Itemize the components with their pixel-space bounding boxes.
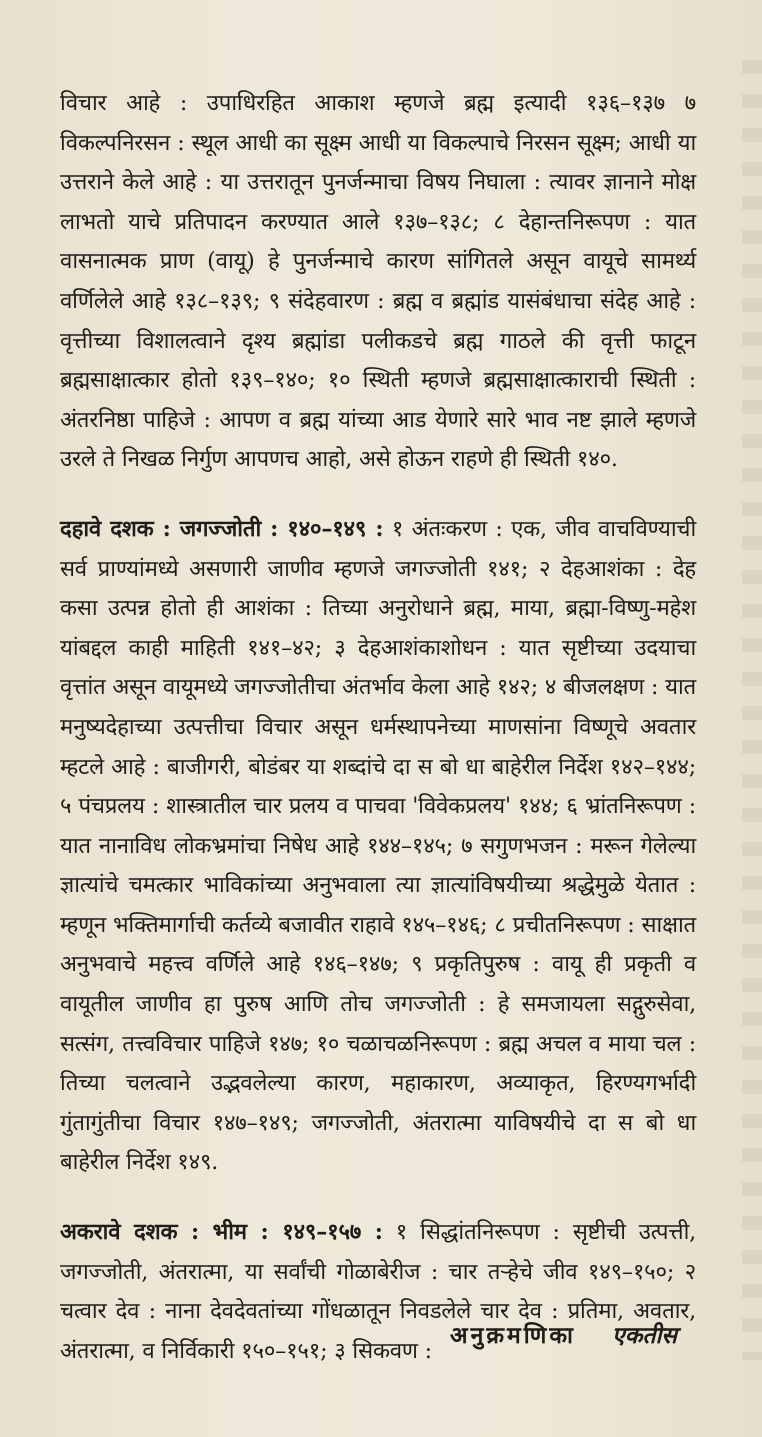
paragraph-text: विचार आहे : उपाधिरहित आकाश म्हणजे ब्रह्म इत्यादी १३६–१३७ ७ विकल्पनिरसन : स्थूल आधी का सूक्ष्म आधी या विकल्पाचे निरसन सूक्ष्म; आधी या उत्तराने केले आहे : या उत्तरातून पुनर्जन्माचा विषय निघाला : त्यावर ज्ञानाने मोक्ष लाभतो याचे प्रतिपादन करण्यात आले १३७–१३८; ८ देहान्तनिरूपण : यात वासनात्मक प्राण (वायू) हे पुनर्जन्माचे कारण सांगितले असून वायूचे सामर्थ्य वर्णिलेले आहे १३८–१३९; ९ संदेहवारण : ब्रह्म व ब्रह्मांड यासंबंधाचा संदेह आहे : वृत्तीच्या विशालत्वाने दृश्य ब्रह्मांडा पलीकडचे ब्रह्म गाठले की वृत्ती फाटून ब्रह्मसाक्षात्कार होतो १३९–१४०; १० स्थिती म्हणजे ब्रह्मसाक्षात्काराची स्थिती : अंतरनिष्ठा पाहिजे : आपण व ब्रह्म यांच्या आड येणारे सारे भाव नष्ट झाले म्हणजे उरले ते निखळ निर्गुण आपणच आहो, असे होऊन राहणे ही स्थिती १४०. (60, 90, 696, 473)
paragraph-dashak-10 (60, 510, 696, 1183)
paragraph-text: १ अंतःकरण : एक, जीव वाचविण्याची सर्व प्राण्यांमध्ये असणारी जाणीव म्हणजे जगज्जोती १४१; २ देहआशंका : देह कसा उत्पन्न होतो ही आशंका : तिच्या अनुरोधाने ब्रह्म, माया, ब्रह्मा-विष्णु-महेश यांबद्दल काही माहिती १४१–४२; ३ देहआशंकाशोधन : यात सृष्टीच्या उदयाचा वृत्तांत असून वायूमध्ये जगज्जोतीचा अंतर्भाव केला आहे १४२; ४ बीजलक्षण : यात मनुष्यदेहाच्या उत्पत्तीचा विचार असून धर्मस्थापनेच्या माणसांना विष्णूचे अवतार म्हटले आहे : बाजीगरी, बोडंबर या शब्दांचे दा स बो धा बाहेरील निर्देश १४२–१४४; ५ पंचप्रलय : शास्त्रातील चार प्रलय व पाचवा 'विवेकप्रलय' १४४; ६ भ्रांतनिरूपण : यात नानाविध लोकभ्रमांचा निषेध आहे १४४–१४५; ७ सगुणभजन : मरून गेलेल्या ज्ञात्यांचे चमत्कार भाविकांच्या अनुभवाला त्या ज्ञात्यांविषयीच्या श्रद्धेमुळे येतात : म्हणून भक्तिमार्गाची कर्तव्ये बजावीत राहावे १४५–१४६; ८ प्रचीतनिरूपण : साक्षात अनुभवाचे महत्त्व वर्णिले आहे १४६–१४७; ९ प्रकृतिपुरुष : वायू ही प्रकृती व वायूतील जाणीव हा पुरुष आणि तोच जगज्जोती : हे समजायला सद्गुरुसेवा, सत्संग, तत्त्वविचार पाहिजे १४७; १० चळाचळनिरूपण : ब्रह्म अचल व माया चल : तिच्या चलत्वाने उद्भवलेल्या कारण, महाकारण, अव्याकृत, हिरण्यगर्भादी गुंतागुंतीचा विचार १४७–१४९; जगज्जोती, अंतरात्मा याविषयीचे दा स बो धा बाहेरील निर्देश १४९. (60, 515, 696, 1176)
section-heading: अकरावे दशक : भीम : १४९–१५७ : (60, 1219, 383, 1246)
paragraph-text: १ सिद्धांतनिरूपण : सृष्टीची उत्पत्ती, जगज्जोती, अंतरात्मा, या सर्वांची गोळाबेरीज : चार तऱ्हेचे जीव १४९–१५०; २ चत्वार देव : नाना देवदेवतांच्या गोंधळातून निवडलेले चार देव : प्रतिमा, अवतार, अंतरात्मा, व निर्विकारी १५०–१५१; ३ सिकवण : (60, 1219, 696, 1364)
index-text-body (60, 84, 696, 1371)
running-footer-label: अनुक्रमणिका (450, 1322, 576, 1349)
paragraph-continuation (60, 84, 696, 480)
page-footer (450, 1318, 696, 1350)
show-through-shadow (742, 60, 762, 1360)
section-heading: दहावे दशक : जगज्जोती : १४०–१४९ : (60, 515, 384, 542)
page-number-word: एकतीस (611, 1322, 677, 1349)
